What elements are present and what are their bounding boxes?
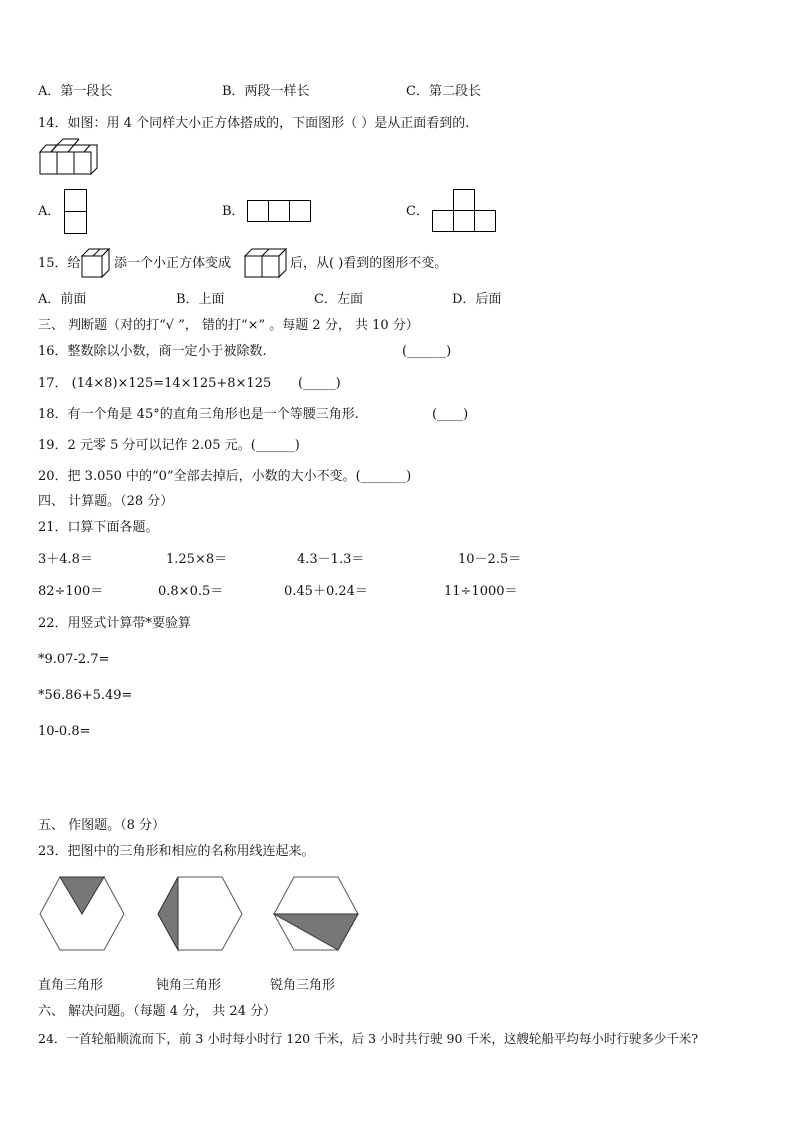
section-5-heading: 五、 作图题。（8 分）: [38, 818, 166, 833]
q21-item: 4.3－1.3＝: [297, 552, 365, 567]
q14-option-b-figure: [247, 200, 313, 224]
q22-stem: 22．用竖式计算带*要验算: [38, 616, 192, 631]
q23-hexagon-acute-triangle: [272, 876, 360, 952]
q17-answer-blank[interactable]: (_____): [298, 376, 341, 391]
q19-text: 19．2 元零 5 分可以记作 2.05 元。(______): [38, 438, 300, 453]
section-3-heading: 三、 判断题（对的打“√ ”， 错的打“×” 。每题 2 分， 共 10 分）: [38, 318, 419, 333]
q15-cube-pair-figure: [81, 246, 111, 278]
q14-cube-stack-figure: [38, 138, 100, 176]
q15-part3: 后，从( )看到的图形不变。: [290, 256, 448, 271]
q15-option-b: B．上面: [176, 292, 225, 307]
q14-option-c-figure: [432, 189, 498, 235]
q15-option-c: C．左面: [314, 292, 363, 307]
q15-option-a: A．前面: [38, 292, 87, 307]
q22-item: *56.86+5.49=: [38, 688, 133, 703]
q14-option-a-figure: [64, 189, 88, 235]
q16-answer-blank[interactable]: (______): [402, 344, 452, 359]
q14-label-a: A．: [38, 204, 61, 219]
q21-item: 11÷1000＝: [444, 584, 518, 599]
q23-name-obtuse: 钝角三角形: [156, 978, 222, 993]
q14-label-b: B．: [222, 204, 245, 219]
q15-part2: 添一个小正方体变成: [114, 256, 232, 271]
q23-name-right: 直角三角形: [38, 978, 104, 993]
q23-hexagon-right-triangle: [38, 876, 126, 952]
q14-label-c: C．: [406, 204, 429, 219]
q21-stem: 21．口算下面各题。: [38, 520, 159, 535]
q20-text: 20．把 3.050 中的“0”全部去掉后，小数的大小不变。(_______): [38, 469, 412, 484]
q22-item: 10-0.8=: [38, 724, 91, 739]
q18-text: 18．有一个角是 45°的直角三角形也是一个等腰三角形.: [38, 407, 359, 422]
q15-cube-triple-figure: [244, 246, 288, 278]
q24-text: 24．一首轮船顺流而下，前 3 小时每小时行 120 千米，后 3 小时共行驶 90 千米，这艘轮船平均每小时行驶多少千米?: [38, 1031, 699, 1046]
q14-stem: 14．如图：用 4 个同样大小正方体搭成的，下面图形（ ）是从正面看到的.: [38, 116, 470, 131]
q21-item: 10－2.5＝: [458, 552, 522, 567]
section-6-heading: 六、 解决问题。（每题 4 分， 共 24 分）: [38, 1004, 277, 1019]
q21-item: 0.8×0.5＝: [158, 584, 224, 599]
q17-text: 17． (14×8)×125=14×125+8×125: [38, 376, 272, 391]
q21-item: 0.45＋0.24＝: [284, 584, 368, 599]
q13-option-a: A．第一段长: [38, 84, 113, 99]
section-4-heading: 四、 计算题。（28 分）: [38, 494, 174, 509]
q23-hexagon-obtuse-triangle: [156, 876, 244, 952]
q21-item: 82÷100＝: [38, 584, 104, 599]
q23-stem: 23．把图中的三角形和相应的名称用线连起来。: [38, 844, 315, 859]
q16-text: 16．整数除以小数，商一定小于被除数.: [38, 344, 267, 359]
q21-item: 3＋4.8＝: [38, 552, 93, 567]
q15-part1: 15．给: [38, 256, 81, 271]
q18-answer-blank[interactable]: (____): [432, 407, 469, 422]
q22-item: *9.07-2.7=: [38, 652, 110, 667]
q13-option-b: B．两段一样长: [222, 84, 310, 99]
q21-item: 1.25×8＝: [166, 552, 228, 567]
q13-option-c: C．第二段长: [406, 84, 481, 99]
q23-name-acute: 锐角三角形: [270, 978, 336, 993]
q15-option-d: D．后面: [452, 292, 502, 307]
